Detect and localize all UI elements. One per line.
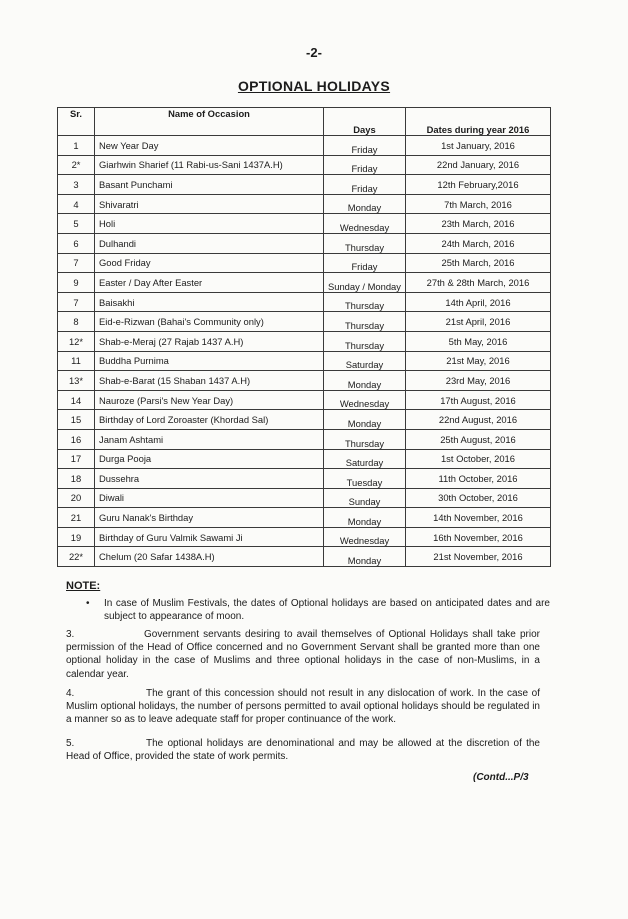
table-row (58, 233, 551, 253)
header-days: Days (324, 108, 406, 136)
table-row (58, 292, 551, 312)
row-date: 23th March, 2016 (405, 214, 550, 234)
row-sr: 9 (58, 273, 95, 293)
row-occasion: Buddha Purnima (95, 351, 324, 371)
table-row (58, 547, 551, 567)
row-occasion: New Year Day (95, 136, 324, 156)
row-occasion: Shivaratri (95, 194, 324, 214)
header-dates: Dates during year 2016 (405, 108, 550, 136)
table-row (58, 214, 551, 234)
table-row (58, 331, 551, 351)
table-row (58, 136, 551, 156)
row-sr: 3 (58, 175, 95, 195)
row-date: 7th March, 2016 (405, 194, 550, 214)
table-row (58, 469, 551, 489)
row-day: Monday (324, 194, 406, 214)
row-day: Wednesday (324, 390, 406, 410)
table-row (58, 527, 551, 547)
row-occasion: Birthday of Lord Zoroaster (Khordad Sal) (95, 410, 324, 430)
row-occasion: Durga Pooja (95, 449, 324, 469)
row-day: Monday (324, 371, 406, 391)
row-sr: 1 (58, 136, 95, 156)
header-sr: Sr. (58, 108, 95, 136)
row-date: 17th August, 2016 (405, 390, 550, 410)
row-sr: 12* (58, 331, 95, 351)
row-day: Monday (324, 410, 406, 430)
row-date: 1st October, 2016 (405, 449, 550, 469)
row-sr: 7 (58, 292, 95, 312)
row-sr: 7 (58, 253, 95, 273)
paragraph-number: 3. (66, 629, 75, 640)
table-row (58, 371, 551, 391)
row-day: Wednesday (324, 527, 406, 547)
note-bullet-text: In case of Muslim Festivals, the dates of Optional holidays are based on anticipated dates and are subject to appearance of moon. (104, 598, 550, 622)
row-date: 23rd May, 2016 (405, 371, 550, 391)
row-occasion: Basant Punchami (95, 175, 324, 195)
row-sr: 15 (58, 410, 95, 430)
row-date: 25th March, 2016 (405, 253, 550, 273)
row-day: Sunday / Monday (324, 273, 406, 293)
row-sr: 11 (58, 351, 95, 371)
paragraph-number: 5. (66, 738, 75, 749)
row-day: Friday (324, 136, 406, 156)
table-row (58, 351, 551, 371)
row-date: 21st May, 2016 (405, 351, 550, 371)
row-occasion: Chelum (20 Safar 1438A.H) (95, 547, 324, 567)
continuation-note: (Contd...P/3 (473, 772, 529, 783)
row-day: Wednesday (324, 214, 406, 234)
paragraph-text: Government servants desiring to avail themselves of Optional Holidays shall take prior permission of the Head of Office concerned and no Government Servant shall be granted more than one optional holiday in the case of Muslims and three optional holidays in the case of non-Muslims, in a calendar year. (66, 629, 540, 680)
row-occasion: Eid-e-Rizwan (Bahai's Community only) (95, 312, 324, 332)
row-day: Friday (324, 175, 406, 195)
row-sr: 17 (58, 449, 95, 469)
row-day: Thursday (324, 312, 406, 332)
holidays-table (57, 107, 551, 567)
row-sr: 22* (58, 547, 95, 567)
row-day: Thursday (324, 292, 406, 312)
row-occasion: Baisakhi (95, 292, 324, 312)
row-sr: 4 (58, 194, 95, 214)
row-day: Monday (324, 508, 406, 528)
row-occasion: Birthday of Guru Valmik Sawami Ji (95, 527, 324, 547)
table-row (58, 449, 551, 469)
row-occasion: Shab-e-Meraj (27 Rajab 1437 A.H) (95, 331, 324, 351)
row-date: 16th November, 2016 (405, 527, 550, 547)
row-date: 24th March, 2016 (405, 233, 550, 253)
table-row (58, 488, 551, 508)
row-sr: 16 (58, 429, 95, 449)
table-row (58, 155, 551, 175)
row-day: Thursday (324, 429, 406, 449)
row-sr: 5 (58, 214, 95, 234)
row-date: 27th & 28th March, 2016 (405, 273, 550, 293)
row-sr: 14 (58, 390, 95, 410)
table-row (58, 194, 551, 214)
note-heading: NOTE: (66, 580, 101, 592)
table-row (58, 410, 551, 430)
row-occasion: Giarhwin Sharief (11 Rabi-us-Sani 1437A.H) (95, 155, 324, 175)
row-sr: 20 (58, 488, 95, 508)
table-row (58, 273, 551, 293)
row-day: Tuesday (324, 469, 406, 489)
row-date: 21st November, 2016 (405, 547, 550, 567)
row-occasion: Good Friday (95, 253, 324, 273)
table-row (58, 429, 551, 449)
paragraph-text: The grant of this concession should not result in any dislocation of work. In the case of Muslim optional holidays, the number of persons permitted to avail optional holidays should be regulated in a manner so as to leave adequate staff for proper continuance of the work. (66, 688, 540, 726)
table-header-row (58, 108, 551, 136)
row-occasion: Diwali (95, 488, 324, 508)
paragraph-3 (66, 628, 540, 681)
row-day: Friday (324, 155, 406, 175)
row-occasion: Dussehra (95, 469, 324, 489)
note-bullet (86, 597, 550, 623)
row-day: Thursday (324, 331, 406, 351)
row-day: Saturday (324, 351, 406, 371)
bullet-dot: • (86, 598, 90, 609)
row-day: Thursday (324, 233, 406, 253)
page-number: -2- (306, 45, 322, 60)
row-date: 22nd January, 2016 (405, 155, 550, 175)
row-sr: 21 (58, 508, 95, 528)
row-date: 1st January, 2016 (405, 136, 550, 156)
table-row (58, 508, 551, 528)
table-row (58, 390, 551, 410)
row-occasion: Janam Ashtami (95, 429, 324, 449)
row-occasion: Nauroze (Parsi's New Year Day) (95, 390, 324, 410)
header-name-of-occasion: Name of Occasion (95, 108, 324, 136)
row-sr: 13* (58, 371, 95, 391)
row-day: Friday (324, 253, 406, 273)
row-date: 14th April, 2016 (405, 292, 550, 312)
paragraph-5 (66, 737, 540, 763)
row-day: Saturday (324, 449, 406, 469)
row-day: Sunday (324, 488, 406, 508)
row-occasion: Holi (95, 214, 324, 234)
paragraph-text: The optional holidays are denominational and may be allowed at the discretion of the Head of Office, provided the state of work permits. (66, 738, 540, 763)
row-sr: 18 (58, 469, 95, 489)
row-occasion: Shab-e-Barat (15 Shaban 1437 A.H) (95, 371, 324, 391)
row-occasion: Guru Nanak's Birthday (95, 508, 324, 528)
paragraph-4 (66, 687, 540, 727)
row-sr: 8 (58, 312, 95, 332)
page-title: OPTIONAL HOLIDAYS (237, 78, 391, 94)
row-sr: 19 (58, 527, 95, 547)
row-day: Monday (324, 547, 406, 567)
table-row (58, 175, 551, 195)
row-date: 5th May, 2016 (405, 331, 550, 351)
row-sr: 6 (58, 233, 95, 253)
paragraph-number: 4. (66, 688, 75, 699)
row-date: 14th November, 2016 (405, 508, 550, 528)
table-row (58, 253, 551, 273)
row-occasion: Easter / Day After Easter (95, 273, 324, 293)
row-date: 30th October, 2016 (405, 488, 550, 508)
row-occasion: Dulhandi (95, 233, 324, 253)
row-date: 25th August, 2016 (405, 429, 550, 449)
table-row (58, 312, 551, 332)
row-date: 12th February,2016 (405, 175, 550, 195)
row-sr: 2* (58, 155, 95, 175)
row-date: 22nd August, 2016 (405, 410, 550, 430)
row-date: 11th October, 2016 (405, 469, 550, 489)
row-date: 21st April, 2016 (405, 312, 550, 332)
